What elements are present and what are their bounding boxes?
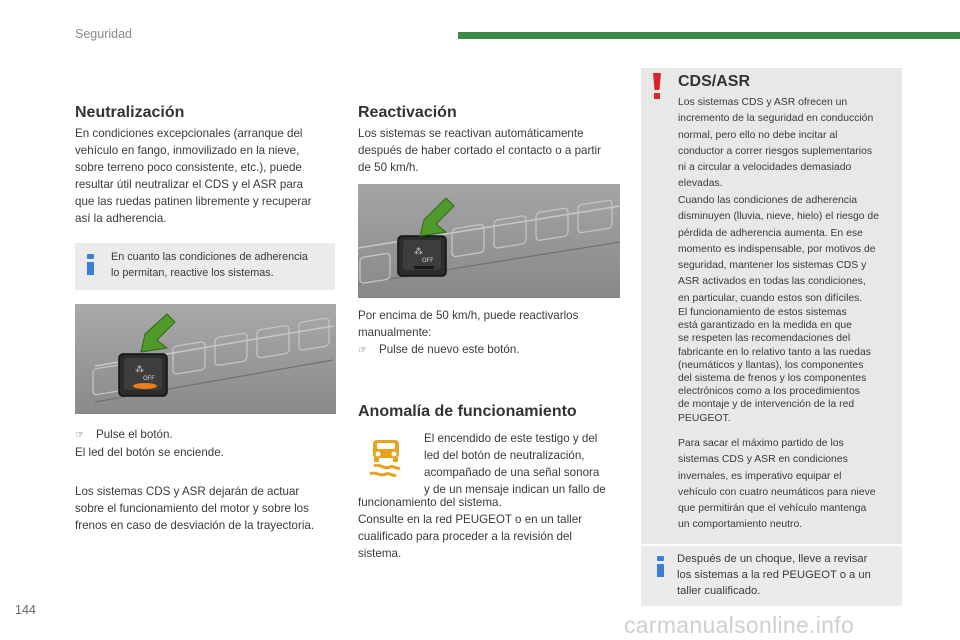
text-line: elevadas. [678,178,723,190]
led-text: El led del botón se enciende. [75,446,224,459]
neutralizacion-warning [75,483,340,534]
cds-title: CDS/ASR [678,73,751,90]
text-line: En condiciones excepcionales (arranque del [75,127,303,140]
reactivacion-title: Reactivación [358,104,457,121]
text-line: cualificado para proceder a la revisión del [358,530,572,543]
text-line: los sistemas a la red PEUGEOT o a un [677,569,871,581]
cds-paragraph-2 [678,193,902,307]
text-line: después de haber cortado el contacto o a partir [358,144,601,157]
svg-text:⁂: ⁂ [135,365,144,375]
text-line: acompañado de una señal sonora [424,466,600,479]
text-line: Para sacar el máximo partido de los [678,438,844,449]
text-line: normal, pero ello no debe incitar al [678,129,838,141]
text-line: ni a circular a velocidades demasiado [678,162,852,174]
text-line: PEUGEOT. [678,412,731,424]
text-line: momento es indispensable, por motivos de [678,243,876,255]
svg-text:OFF: OFF [143,375,155,382]
text-line: así la adherencia. [75,212,167,225]
anomalia-title: Anomalía de funcionamiento [358,403,577,420]
text-line: fabricante en lo relativo tanto a las ruedas [678,346,871,358]
reactivacion-intro [358,125,626,176]
warning-exclamation-icon [651,73,663,99]
button-panel-photo-led-off [358,184,620,298]
text-line: En cuanto las condiciones de adherencia [111,251,308,263]
neutralizacion-title: Neutralización [75,104,185,121]
step-text: Pulse el botón. [95,428,173,441]
anomalia-text-wide [358,494,628,562]
text-line: en particular, cuando estos son difíciles. [678,292,863,304]
text-line: de 50 km/h. [358,161,419,174]
text-line: Los sistemas se reactivan automáticamente [358,127,584,140]
text-line: led del botón de neutralización, [424,449,585,462]
text-line: (neumáticos y llantas), los componentes [678,359,864,371]
pointer-icon: ☞ [358,345,367,356]
text-line: lo permitan, reactive los sistemas. [111,267,274,280]
text-line: que permitirán que el vehículo mantenga [678,503,867,515]
text-line: funcionamiento del sistema. [358,496,502,509]
text-line: vehículo con cuatro neumáticos para nieve [678,486,876,498]
panel-illustration [358,184,620,298]
text-line: sistema. [358,547,402,560]
text-line: Los sistemas CDS y ASR dejarán de actuar [75,485,300,498]
text-line: que las ruedas patinen libremente y recuperar [75,195,312,208]
text-line: disminuyen (lluvia, nieve, hielo) el riesgo de [678,211,879,223]
info-box-choque [641,546,902,606]
panel-illustration [75,304,336,414]
text-line: resultar útil neutralizar el CDS y el ASR para [75,178,304,191]
info-icon [87,254,94,275]
text-line: seguridad, mantener los sistemas CDS y [678,260,867,272]
text-line: manualmente: [358,326,432,339]
cds-paragraph-4 [678,436,902,534]
svg-text:OFF: OFF [422,257,434,264]
text-line: El funcionamiento de estos sistemas [678,307,847,318]
car-skid-svg [366,436,408,478]
text-line: ASR activados en todas las condiciones, [678,276,866,288]
text-line: sobre el funcionamiento del motor y sobre los [75,502,309,515]
text-line: un comportamiento neutro. [678,519,803,531]
text-line: Consulte en la red PEUGEOT o en un taller [358,513,583,526]
anomalia-text-narrow [424,430,629,498]
neutralizacion-intro [75,125,340,227]
info-text [111,249,333,281]
text-line: sistemas CDS y ASR en condiciones [678,454,848,466]
text-line: El encendido de este testigo y del [424,432,598,445]
text-line: electrónicos como a los procedimientos [678,386,860,398]
car-skid-warning-icon [366,436,408,478]
text-line: está garantizado en la medida en que [678,320,852,332]
info-box-reactive [75,243,335,290]
text-line: frenos en caso de desviación de la trayectoria. [75,519,315,532]
page-number: 144 [15,603,36,617]
cds-paragraph-1 [678,95,902,193]
watermark: carmanualsonline.info [624,612,855,638]
text-line: invernales, es imperativo equipar el [678,470,842,482]
cds-paragraph-3 [678,306,902,425]
text-line: incremento de la seguridad en conducción [678,113,874,125]
text-line: de montaje y de intervención de la red [678,399,855,411]
choque-text [677,551,899,599]
section-accent-bar [458,32,960,39]
step-text: Pulse de nuevo este botón. [378,343,520,356]
text-line: sobre terreno poco consistente, etc.), puede [75,161,302,174]
text-line: Cuando las condiciones de adherencia [678,195,858,206]
section-title: Seguridad [75,27,132,41]
text-line: taller cualificado. [677,585,761,597]
info-icon [657,556,664,577]
text-line: y de un mensaje indican un fallo de [424,483,606,496]
reactivacion-steps [358,307,626,359]
text-line: se respeten las recomendaciones del [678,333,851,345]
text-line: Por encima de 50 km/h, puede reactivarlos [358,309,579,322]
neutralizacion-step [75,426,340,461]
text-line: del sistema de frenos y los componentes [678,373,867,385]
text-line: pérdida de adherencia aumenta. En ese [678,227,863,239]
text-line: Después de un choque, lleve a revisar [677,553,868,565]
pointer-icon: ☞ [75,430,84,441]
svg-text:⁂: ⁂ [414,247,423,257]
text-line: vehículo en fango, inmovilizado en la nieve, [75,144,300,157]
button-panel-photo-led-on [75,304,336,414]
text-line: Los sistemas CDS y ASR ofrecen un [678,97,848,108]
text-line: conductor a correr riesgos suplementarios [678,145,873,157]
